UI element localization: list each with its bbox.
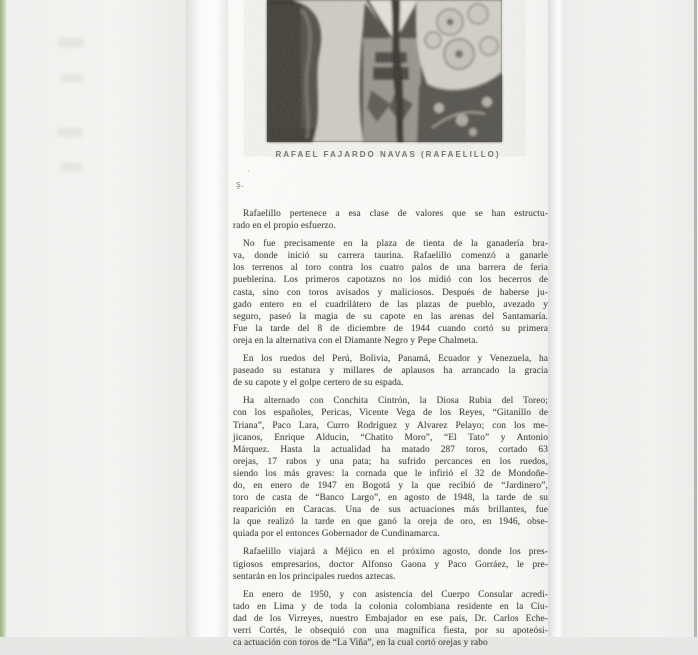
text-line: En los ruedos del Perú, Bolivia, Panamá, Ecuador y Venezuela, ha: [243, 354, 548, 365]
paragraph: [233, 589, 548, 649]
text-line: toro de casta de “Banco Largo”, en agosto de 1948, la tarde de su: [233, 493, 548, 504]
bleedthrough-smudge: [61, 74, 83, 82]
bleedthrough-smudge: [58, 38, 84, 47]
text-line: rado en el propio esfuerzo.: [233, 221, 336, 232]
facing-page-area: [5, 0, 186, 637]
text-line: do, en enero de 1947 en Bogotá y la que recibió de “Jardinero”,: [233, 480, 548, 491]
text-line: Fue la tarde del 8 de diciembre de 1944 cuando cortó su primera: [233, 323, 548, 334]
text-line: tado en Lima y de toda la colonia colombiana residente en la Ciu-: [233, 601, 548, 612]
text-line: la que realizó la tarde en que ganó la oreja de oro, en 1946, obse-: [233, 517, 548, 528]
text-line: Rafaelillo viajará a Méjico en el próximo agosto, donde los pres-: [243, 547, 548, 558]
text-line: jicanos, Enrique Alducin, “Chatito Moro”, “El Tato” y Antonio: [233, 432, 548, 443]
text-line: sentarán en los principales ruedos aztecas.: [233, 571, 396, 582]
text-line: los terrenos al toro contra los cuatro palos de una barrera de feria: [233, 263, 548, 274]
page-fold-right: [548, 0, 566, 637]
text-line: de su capote y el golpe certero de su espada.: [233, 378, 404, 389]
text-line: dad de los Virreyes, nuestro Embajador en ese país, Dr. Carlos Eche-: [233, 613, 548, 624]
paragraph: [233, 395, 548, 540]
paragraph: [233, 546, 548, 582]
text-line: gado entero en el cuadrilátero de las plazas de pueblo, avezado y: [233, 299, 548, 310]
scan-edge-line: [694, 0, 697, 637]
bleedthrough-smudge: [57, 128, 83, 137]
text-line: Rafaelillo pertenece a esa clase de valores que se han estructu-: [243, 209, 548, 219]
book-edge-green-strip: [0, 0, 7, 637]
right-page-edge-area: [566, 0, 694, 637]
margin-tick-mark: ·: [247, 167, 250, 176]
text-line: va, donde inició su carrera taurina. Rafaelillo comenzó a ganarle: [233, 251, 548, 262]
text-line: quiada por el entonces Gobernador de Cundinamarca.: [233, 529, 440, 540]
text-line: ca actuación con toros de “La Viña”, en la cual cortó orejas y rabo: [233, 638, 488, 649]
paragraph: [233, 238, 548, 347]
text-line: No fue precisamente en la plaza de tienta de la ganadería bra-: [243, 239, 548, 250]
text-line: verri Cortés, le obsequió con una magnífica fiesta, por su apoteósi-: [233, 626, 548, 636]
bleedthrough-smudge: [60, 163, 82, 171]
text-line: En enero de 1950, y con asistencia del Cuerpo Consular acredi-: [243, 589, 548, 600]
page-fold-left: [186, 0, 228, 637]
text-line: reaparición en Caracas. Una de sus actuaciones más brillantes, fue: [233, 505, 548, 516]
text-line: Triana”, Paco Lara, Curro Rodríguez y Alvarez Pelayo; con los me-: [233, 420, 548, 431]
text-line: Ha alternado con Conchita Cintrón, la Diosa Rubia del Toreo;: [243, 396, 548, 407]
article-text: [233, 208, 548, 655]
text-line: paseado su estatura y millares de aplausos ha arrancado la gracia: [233, 366, 548, 377]
text-line: orejas, 17 rabos y una pata; ha sufrido percances en los ruedos,: [233, 456, 548, 467]
text-line: oreja en la alternativa con el Diamante Negro y Pepe Chalmeta.: [233, 335, 478, 346]
text-line: siendo los más graves: la cornada que le infirió el 32 de Mondoñe-: [233, 468, 548, 479]
margin-mark: ş.: [236, 180, 244, 190]
text-line: tigiosos empresarios, doctor Alfonso Gaona y Paco Gorráez, le pre-: [233, 559, 548, 570]
paragraph: [233, 353, 548, 389]
text-line: con los españoles, Pericas, Vicente Vega de los Reyes, “Gitanillo de: [233, 408, 548, 419]
paragraph: [233, 208, 548, 232]
text-line: casta, sino con toros avisados y maliciosos. Después de haberse ju-: [233, 287, 548, 298]
photo-caption: RAFAEL FAJARDO NAVAS (RAFAELILLO): [275, 150, 501, 159]
text-line: pueblerina. Los primeros capotazos no los midió con los becerros de: [233, 275, 548, 286]
bullfighter-photo: [267, 0, 502, 142]
text-line: Márquez. Hasta la actualidad ha matado 287 toros, cortado 63: [233, 444, 548, 455]
text-line: seguro, paseó la magia de su capote en las arenas del Santamaría.: [233, 311, 548, 322]
